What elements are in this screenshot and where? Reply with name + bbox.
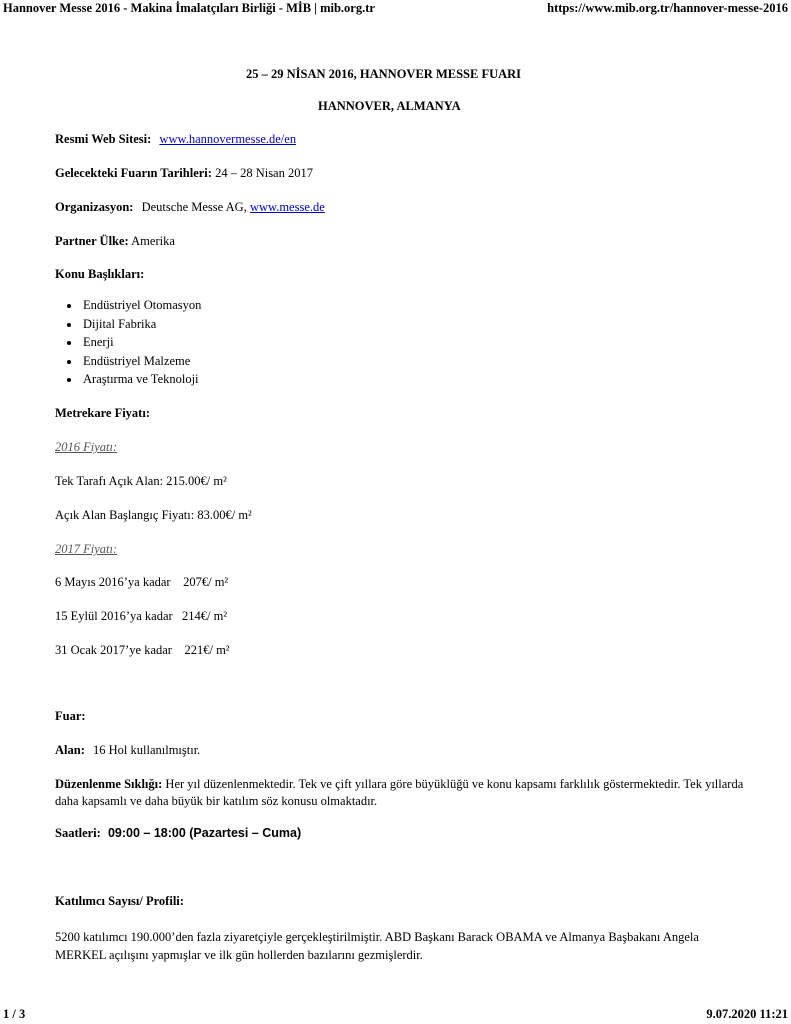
participants-label: Katılımcı Sayısı/ Profili: [55,894,184,908]
partner-label: Partner Ülke: [55,234,129,248]
organization-link[interactable]: www.messe.de [249,200,325,214]
topics-label: Konu Başlıkları: [55,267,145,281]
area-value: 16 Hol kullanılmıştır. [93,743,201,757]
organization-label: Organizasyon: [55,200,134,214]
price-2016-line: Açık Alan Başlangıç Fiyatı: 83.00€/ m² [55,508,252,522]
frequency-value: Her yıl düzenlenmektedir. Tek ve çift yıllara göre büyüklüğü ve konu kapsamı farklılık göstermektedir. Tek yıllarda daha kapsamlı ve daha büyük bir katılım söz konusu olmaktadır. [55,777,744,808]
future-dates-label: Gelecekteki Fuarın Tarihleri: [55,166,212,180]
price-2017-label: 2017 Fiyatı: [55,542,118,556]
list-item: • Dijital Fabrika [81,315,201,334]
price-2017-line: 31 Ocak 2017’ye kadar 221€/ m² [55,643,230,657]
list-item: • Endüstriyel Malzeme [81,352,201,371]
hours-value: 09:00 – 18:00 (Pazartesi – Cuma) [107,826,302,840]
website-label: Resmi Web Sitesi: [55,132,152,146]
price-2016-line: Tek Tarafı Açık Alan: 215.00€/ m² [55,474,227,488]
list-item: • Araştırma ve Teknoloji [81,370,201,389]
price-2016-label: 2016 Fiyatı: [55,440,118,454]
future-dates-row [55,166,313,181]
fair-title: 25 – 29 NİSAN 2016, HANNOVER MESSE FUARI [246,67,522,81]
frequency-paragraph [55,776,745,810]
topics-list [63,296,201,389]
print-header-url: https://www.mib.org.tr/hannover-messe-2016 [547,1,788,15]
print-datetime: 9.07.2020 11:21 [706,1007,788,1021]
website-row [55,132,296,147]
organization-row [55,200,325,215]
area-row [55,743,200,758]
partner-value: Amerika [131,234,175,248]
fair-location: HANNOVER, ALMANYA [318,99,461,113]
price-2017-line: 15 Eylül 2016’ya kadar 214€/ m² [55,609,228,623]
future-dates-value: 24 – 28 Nisan 2017 [215,166,313,180]
website-link[interactable]: www.hannovermesse.de/en [159,132,297,146]
area-label: Alan: [55,743,85,757]
price-2017-line: 6 Mayıs 2016’ya kadar 207€/ m² [55,575,229,589]
list-item: • Endüstriyel Otomasyon [81,296,201,315]
page-number: 1 / 3 [3,1007,26,1021]
frequency-label: Düzenlenme Sıklığı: [55,777,163,791]
hours-label: Saatleri: [55,826,101,840]
price-label: Metrekare Fiyatı: [55,406,150,420]
print-header-title: Hannover Messe 2016 - Makina İmalatçıları Birliği - MİB | mib.org.tr [3,1,375,15]
fair-label: Fuar: [55,709,86,723]
partner-row [55,234,175,249]
participants-paragraph: 5200 katılımcı 190.000’den fazla ziyaretçiyle gerçekleştirilmiştir. ABD Başkanı Barack OBAMA ve Almanya Başbakanı Angela MERKEL açılışını yapmışlar ve ilk gün hollerden bazılarını gezmişlerdir. [55,930,699,962]
hours-row [55,826,301,841]
organization-value: Deutsche Messe AG, [141,200,247,214]
list-item: • Enerji [81,333,201,352]
